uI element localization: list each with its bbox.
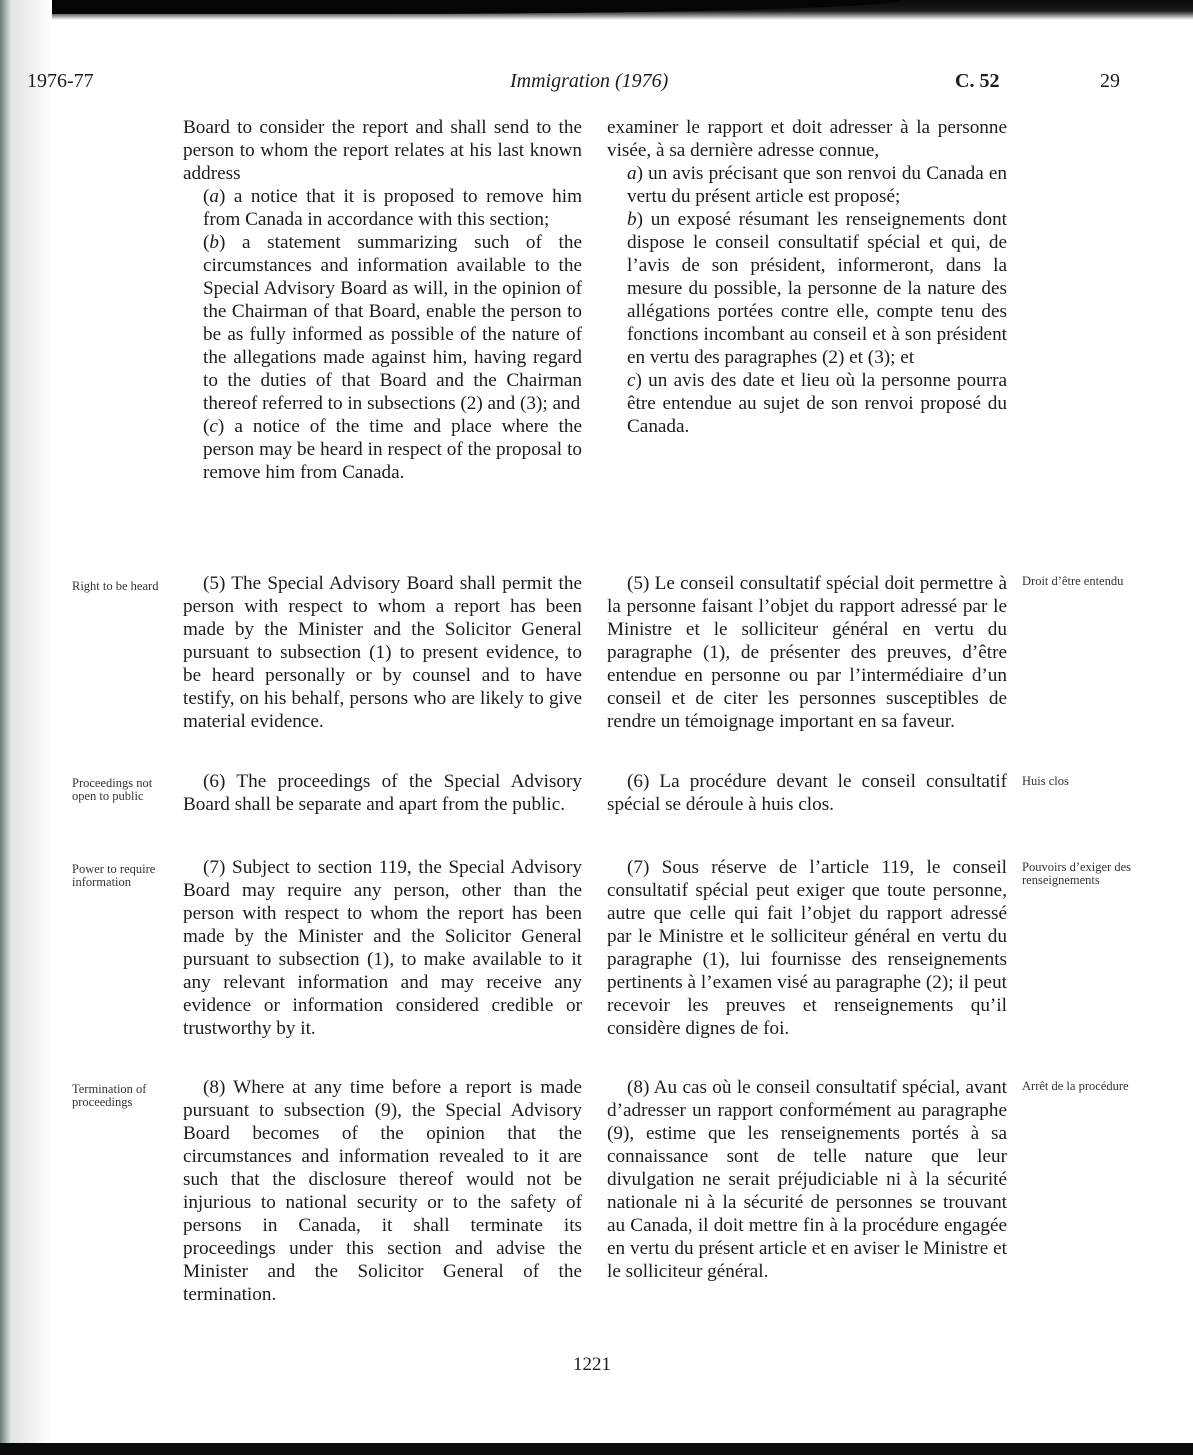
subsection-5-fr: (5) Le conseil consultatif spécial doit permettre à la personne faisant l’objet du rapport adressé par le Ministre et le solliciteur général en vertu du paragraphe (1), de présenter des preuves, d’être entendue en personne ou par l’intermédiaire d’un conseil et de citer les personnes susceptibles de rendre un témoignage important en sa faveur. <box>607 573 1007 732</box>
page-number: 29 <box>1100 70 1120 92</box>
marginal-note-fr-6: Huis clos <box>1022 774 1069 788</box>
continuation-intro-en: Board to consider the report and shall send to the person to whom the report relates at his last known address <box>183 117 582 184</box>
marginal-note-en-5: Right to be heard <box>72 579 159 593</box>
title-main: Immigration <box>510 70 610 92</box>
continuation-fr <box>607 116 1007 438</box>
chapter-number: C. 52 <box>955 70 1000 92</box>
subsection-7-en: (7) Subject to section 119, the Special Advisory Board may require any person, other than the person with respect to whom the report has been made by the Minister and the Solicitor General pursuant to subsection (1), to make available to it any relevant information and may receive any evidence or information considered credible or trustworthy by it. <box>183 857 582 1039</box>
continuation-intro-fr: examiner le rapport et doit adresser à la personne visée, à sa dernière adresse connue, <box>607 117 1007 161</box>
book-spine <box>0 0 12 1455</box>
title-year: (1976) <box>615 70 669 92</box>
marginal-note-en-8: Termination of proceedings <box>72 1082 147 1109</box>
session-years: 1976-77 <box>27 70 94 92</box>
marginal-note-en-7: Power to require information <box>72 862 156 889</box>
subsection-6-fr: (6) La procédure devant le conseil consultatif spécial se déroule à huis clos. <box>607 771 1007 815</box>
marginal-note-fr-5: Droit d’être entendu <box>1022 574 1124 588</box>
marginal-note-en-6: Proceedings not open to public <box>72 776 153 803</box>
list-item-a-fr: a) un avis précisant que son renvoi du Canada en vertu du présent article est proposé; <box>627 163 1007 207</box>
folio-number: 1221 <box>573 1354 611 1375</box>
list-item-c-en: (c) a notice of the time and place where the person may be heard in respect of the proposal to remove him from Canada. <box>203 416 582 483</box>
list-item-a-en: (a) a notice that it is proposed to remove him from Canada in accordance with this section; <box>203 186 582 230</box>
subsection-8-en: (8) Where at any time before a report is made pursuant to subsection (9), the Special Advisory Board becomes of the opinion that the circumstances and information revealed to it are such that the disclosure thereof would not be injurious to national security or to the safety of persons in Canada, it shall terminate its proceedings under this section and advise the Minister and the Solicitor General of the termination. <box>183 1077 582 1305</box>
page-bottom-edge <box>0 1443 1193 1455</box>
list-item-b-en: (b) a statement summarizing such of the circumstances and information available to the Special Advisory Board as will, in the opinion of the Chairman of that Board, enable the person to be as fully informed as possible of the nature of the allegations made against him, having regard to the duties of that Board and the Chairman thereof referred to in subsections (2) and (3); and <box>203 232 582 414</box>
list-item-c-fr: c) un avis des date et lieu où la personne pourra être entendue au sujet de son renvoi proposé du Canada. <box>627 370 1007 437</box>
marginal-note-fr-7: Pouvoirs d’exiger des renseignements <box>1022 860 1132 887</box>
marginal-note-fr-8: Arrêt de la procédure <box>1022 1079 1129 1093</box>
spine-shadow <box>12 0 52 1455</box>
list-item-b-fr: b) un exposé résumant les renseignements dont dispose le conseil consultatif spécial et qui, de l’avis de son président, informeront, dans la mesure du possible, la personne de la nature des allégations portées contre elle, compte tenu des fonctions incombant au conseil et à son président en vertu des paragraphes (2) et (3); et <box>627 209 1007 368</box>
subsection-5-en: (5) The Special Advisory Board shall permit the person with respect to whom a report has been made by the Minister and the Solicitor General pursuant to subsection (1) to present evidence, to be heard personally or by counsel and to have testify, on his behalf, persons who are likely to give material evidence. <box>183 573 582 732</box>
continuation-en <box>183 116 582 484</box>
subsection-7-fr: (7) Sous réserve de l’article 119, le conseil consultatif spécial peut exiger que toute personne, autre que celle qui fait l’objet du rapport adressé par le Ministre et le solliciteur général en vertu du paragraphe (1), lui fournisse des renseignements pertinents à l’examen visé au paragraphe (2); il peut recevoir les preuves et renseignements qu’il considère dignes de foi. <box>607 857 1007 1039</box>
subsection-8-fr: (8) Au cas où le conseil consultatif spécial, avant d’adresser un rapport conformément au paragraphe (9), estime que les renseignements portés à sa connaissance sont de telle nature que leur divulgation ne serait préjudiciable ni à la sécurité nationale ni à la sécurité de personnes se trouvant au Canada, il doit mettre fin à la procédure engagée en vertu du présent article et en aviser le Ministre et le solliciteur général. <box>607 1077 1007 1282</box>
subsection-6-en: (6) The proceedings of the Special Advisory Board shall be separate and apart from the public. <box>183 771 582 815</box>
running-title <box>510 70 668 93</box>
